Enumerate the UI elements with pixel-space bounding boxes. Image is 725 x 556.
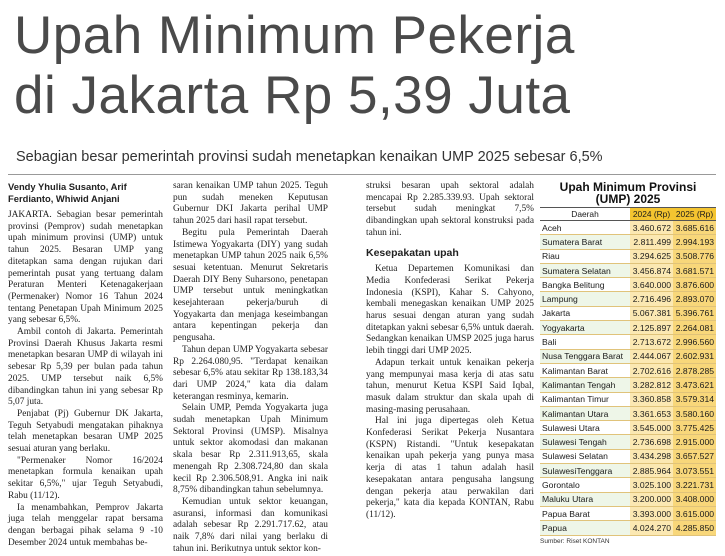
value-2025-cell: 3.615.000 [673, 506, 716, 520]
headline [14, 6, 714, 126]
table-row [540, 278, 716, 292]
table-row [540, 321, 716, 335]
region-cell: Jakarta [540, 306, 630, 320]
table-row [540, 392, 716, 406]
header-2025: 2025 (Rp) [673, 208, 716, 221]
value-2024-cell: 2.885.964 [630, 464, 673, 478]
region-cell: Sumatera Barat [540, 235, 630, 249]
value-2025-cell: 3.876.600 [673, 278, 716, 292]
value-2025-cell: 2.878.285 [673, 363, 716, 377]
value-2024-cell: 2.811.499 [630, 235, 673, 249]
region-cell: Maluku Utara [540, 492, 630, 506]
value-2024-cell: 3.456.874 [630, 263, 673, 277]
value-2024-cell: 2.713.672 [630, 335, 673, 349]
value-2025-cell: 5.396.761 [673, 306, 716, 320]
table-row [540, 249, 716, 263]
region-cell: Sulawesi Tengah [540, 435, 630, 449]
section-heading: Kesepakatan upah [366, 246, 459, 259]
region-cell: Papua Barat [540, 506, 630, 520]
value-2025-cell: 2.915.000 [673, 435, 716, 449]
table-row [540, 292, 716, 306]
table-row [540, 235, 716, 249]
value-2024-cell: 3.545.000 [630, 421, 673, 435]
sidebar-title-line-1: Upah Minimum Provinsi [559, 180, 697, 194]
paragraph: Ambil contoh di Jakarta. Pemerintah Provinsi Daerah Khusus Jakarta resmi menetapkan besaran UMP di wilayah ini sebesar Rp 5,39 per bulan pada tahun 2025. UMP tersebut naik 6,5% dibandingkan tahun ini yang sebesar Rp 5,07 juta. [8, 327, 163, 408]
value-2024-cell: 3.360.858 [630, 392, 673, 406]
table-row [540, 349, 716, 363]
table-row [540, 335, 716, 349]
value-2024-cell: 3.460.672 [630, 221, 673, 235]
region-cell: Sulawesi Selatan [540, 449, 630, 463]
paragraph: Selain UMP, Pemda Yogyakarta juga sudah menetapkan Upah Minimum Sektoral Provinsi (UMSP). Misalnya untuk sektor akomodasi dan makanan skala besar Rp 2.311.913,65, skala menengah Rp 2.308.724,80 dan skala kecil Rp 2.306.508,91. Angka ini naik 8,75% dibandingkan tahun sebelumnya. [173, 403, 328, 496]
article-column-3 [366, 181, 534, 522]
region-cell: Lampung [540, 292, 630, 306]
table-row [540, 406, 716, 420]
paragraph: Hal ini juga dipertegas oleh Ketua Konfederasi Serikat Pekerja Nusantara (KSPN) Ristandi. "Untuk kesepakatan kenaikan upah pekerja yang punya masa kerja di atas 1 tahun adalah hasil kesepakatan antara pengusaha langsung dengan pekerja atau perwakilan dari pekerja," kata dia kepada KONTAN, Rabu (11/12). [366, 416, 534, 520]
value-2024-cell: 5.067.381 [630, 306, 673, 320]
value-2025-cell: 3.473.621 [673, 378, 716, 392]
table-row [540, 421, 716, 435]
value-2025-cell: 3.408.000 [673, 492, 716, 506]
paragraph: JAKARTA. Sebagian besar pemerintah provinsi (Pemprov) sudah menetapkan upah minimum provinsi (UMP) untuk tahun 2025. Besaran UMP yang ditetapkan sama dengan rujukan dari pemerintah pusat yang tertuang dalam Peraturan Menteri Ketenagakerjaan (Permenaker) Nomor 16 Tahun 2024 tentang Penetapan Upah Minimum 2025 yang sebesar 6,5%. [8, 210, 163, 326]
value-2024-cell: 2.736.698 [630, 435, 673, 449]
table-row [540, 363, 716, 377]
region-cell: Gorontalo [540, 478, 630, 492]
value-2025-cell: 3.221.731 [673, 478, 716, 492]
paragraph: Adapun terkait untuk kenaikan pekerja yang mempunyai masa kerja di atas satu tahun, menurut Ketua KSPI Said Iqbal, masuk dalam struktur dan skala upah di masing-masing perusahaan. [366, 357, 534, 415]
region-cell: Bali [540, 335, 630, 349]
header-region: Daerah [540, 208, 630, 221]
region-cell: Bangka Belitung [540, 278, 630, 292]
region-cell: SulawesiTenggara [540, 464, 630, 478]
table-row [540, 378, 716, 392]
value-2025-cell: 2.893.070 [673, 292, 716, 306]
region-cell: Aceh [540, 221, 630, 235]
value-2024-cell: 3.282.812 [630, 378, 673, 392]
ump-table [540, 207, 716, 536]
paragraph: saran kenaikan UMP tahun 2025. Teguh pun sudah meneken Keputusan Gubernur DKI Jakarta perihal UMP tahun 2025 dari hasil rapat tersebut. [173, 181, 328, 227]
divider [8, 174, 716, 175]
value-2025-cell: 2.994.193 [673, 235, 716, 249]
value-2025-cell: 2.996.560 [673, 335, 716, 349]
value-2025-cell: 3.657.527 [673, 449, 716, 463]
region-cell: Kalimantan Timur [540, 392, 630, 406]
region-cell: Nusa Tenggara Barat [540, 349, 630, 363]
sidebar-title [540, 181, 716, 205]
table-row [540, 449, 716, 463]
value-2024-cell: 2.444.067 [630, 349, 673, 363]
value-2024-cell: 3.434.298 [630, 449, 673, 463]
value-2024-cell: 3.294.625 [630, 249, 673, 263]
value-2025-cell: 3.073.551 [673, 464, 716, 478]
value-2024-cell: 3.200.000 [630, 492, 673, 506]
value-2025-cell: 2.602.931 [673, 349, 716, 363]
region-cell: Riau [540, 249, 630, 263]
article-column-2 [173, 181, 328, 556]
value-2025-cell: 3.508.776 [673, 249, 716, 263]
table-row [540, 506, 716, 520]
source-note: Sumber: Riset KONTAN [540, 537, 610, 545]
region-cell: Kalimantan Tengah [540, 378, 630, 392]
headline-line-2: di Jakarta Rp 5,39 Juta [14, 66, 571, 125]
region-cell: Papua [540, 521, 630, 535]
article-column-1 [8, 181, 163, 549]
value-2025-cell: 3.681.571 [673, 263, 716, 277]
value-2024-cell: 3.640.000 [630, 278, 673, 292]
paragraph: Ia menambahkan, Pemprov Jakarta juga telah menggelar rapat bersama dengan berbagai pihak selama 9 -10 Desember 2024 untuk membahas be- [8, 502, 163, 548]
table-row [540, 263, 716, 277]
paragraph: Penjabat (Pj) Gubernur DK Jakarta, Teguh Setyabudi mengatakan pihaknya telah menetapkan besaran UMP 2025 sesuai aturan yang berlaku. [8, 408, 163, 455]
region-cell: Yogyakarta [540, 321, 630, 335]
region-cell: Sulawesi Utara [540, 421, 630, 435]
paragraph: Tahun depan UMP Yogyakarta sebesar Rp 2.264.080,95. "Terdapat kenaikan sebesar 6,5% atau sekitar Rp 138.183,34 dari UMP 2024," kata dia dalam keterangan resminya, kemarin. [173, 344, 328, 402]
byline: Vendy Yhulia Susanto, Arif Ferdianto, Whiwid Anjani [8, 181, 127, 204]
table-row [540, 435, 716, 449]
value-2025-cell: 3.579.314 [673, 392, 716, 406]
paragraph: Kemudian untuk sektor keuangan, asuransi, informasi dan komunikasi adalah sebesar Rp 2.291.717.62, atau naik 7,8% dari nilai yang berlaku di tahun ini. Berikutnya untuk sektor kon- [173, 496, 328, 554]
paragraph: "Permenaker Nomor 16/2024 menetapkan formula kenaikan upah sekitar 6,5%," ujar Teguh Setyabudi, Rabu (11/12). [8, 455, 163, 501]
region-cell: Kalimantan Barat [540, 363, 630, 377]
sidebar-title-line-2: (UMP) 2025 [595, 192, 661, 206]
region-cell: Kalimantan Utara [540, 406, 630, 420]
value-2025-cell: 3.580.160 [673, 406, 716, 420]
subtitle: Sebagian besar pemerintah provinsi sudah menetapkan kenaikan UMP 2025 sebesar 6,5% [16, 149, 603, 165]
value-2024-cell: 3.025.100 [630, 478, 673, 492]
value-2024-cell: 2.716.496 [630, 292, 673, 306]
value-2024-cell: 4.024.270 [630, 521, 673, 535]
table-row [540, 221, 716, 235]
value-2024-cell: 3.361.653 [630, 406, 673, 420]
header-2024: 2024 (Rp) [630, 208, 673, 221]
table-row [540, 492, 716, 506]
paragraph: Begitu pula Pemerintah Daerah Istimewa Yogyakarta (DIY) yang sudah menetapkan UMP tahun 2025 naik 6,5% sesuai ketentuan. Menurut Sekretaris Daerah DIY Beny Suharsono, penetapan UMP tersebut untuk meningkatkan kesejahteraan pekerja/buruh di Yogyakarta dan menjaga keseimbangan antara kepentingan pekerja dan pengusaha. [173, 227, 328, 344]
ump-sidebar [540, 181, 716, 545]
region-cell: Sumatera Selatan [540, 263, 630, 277]
value-2024-cell: 3.393.000 [630, 506, 673, 520]
value-2024-cell: 2.125.897 [630, 321, 673, 335]
value-2024-cell: 2.702.616 [630, 363, 673, 377]
table-body [540, 221, 716, 536]
value-2025-cell: 3.685.616 [673, 221, 716, 235]
table-row [540, 464, 716, 478]
headline-line-1: Upah Minimum Pekerja [14, 6, 575, 65]
table-row [540, 306, 716, 320]
paragraph: struksi besaran upah sektoral adalah mencapai Rp 2.285.339.93. Upah sektoral tersebut sudah meningkat 7,5% dibandingkan upah sektoral konstruksi pada tahun ini. [366, 181, 534, 238]
table-header-row [540, 208, 716, 221]
table-row [540, 478, 716, 492]
value-2025-cell: 2.264.081 [673, 321, 716, 335]
value-2025-cell: 4.285.850 [673, 521, 716, 535]
paragraph: Ketua Departemen Komunikasi dan Media Konfederasi Serikat Pekerja Indonesia (KSPI), Kahar S. Cahyono, kembali menegaskan kenaikan UMP 2025 harus sesuai dengan aturan yang sudah ditetapkan yakni sebesar 6,5% untuk daerah. Sedangkan kenaikan UMSP 2025 juga harus lebih tinggi dari UMP 2025. [366, 264, 534, 357]
table-row [540, 521, 716, 535]
value-2025-cell: 3.775.425 [673, 421, 716, 435]
